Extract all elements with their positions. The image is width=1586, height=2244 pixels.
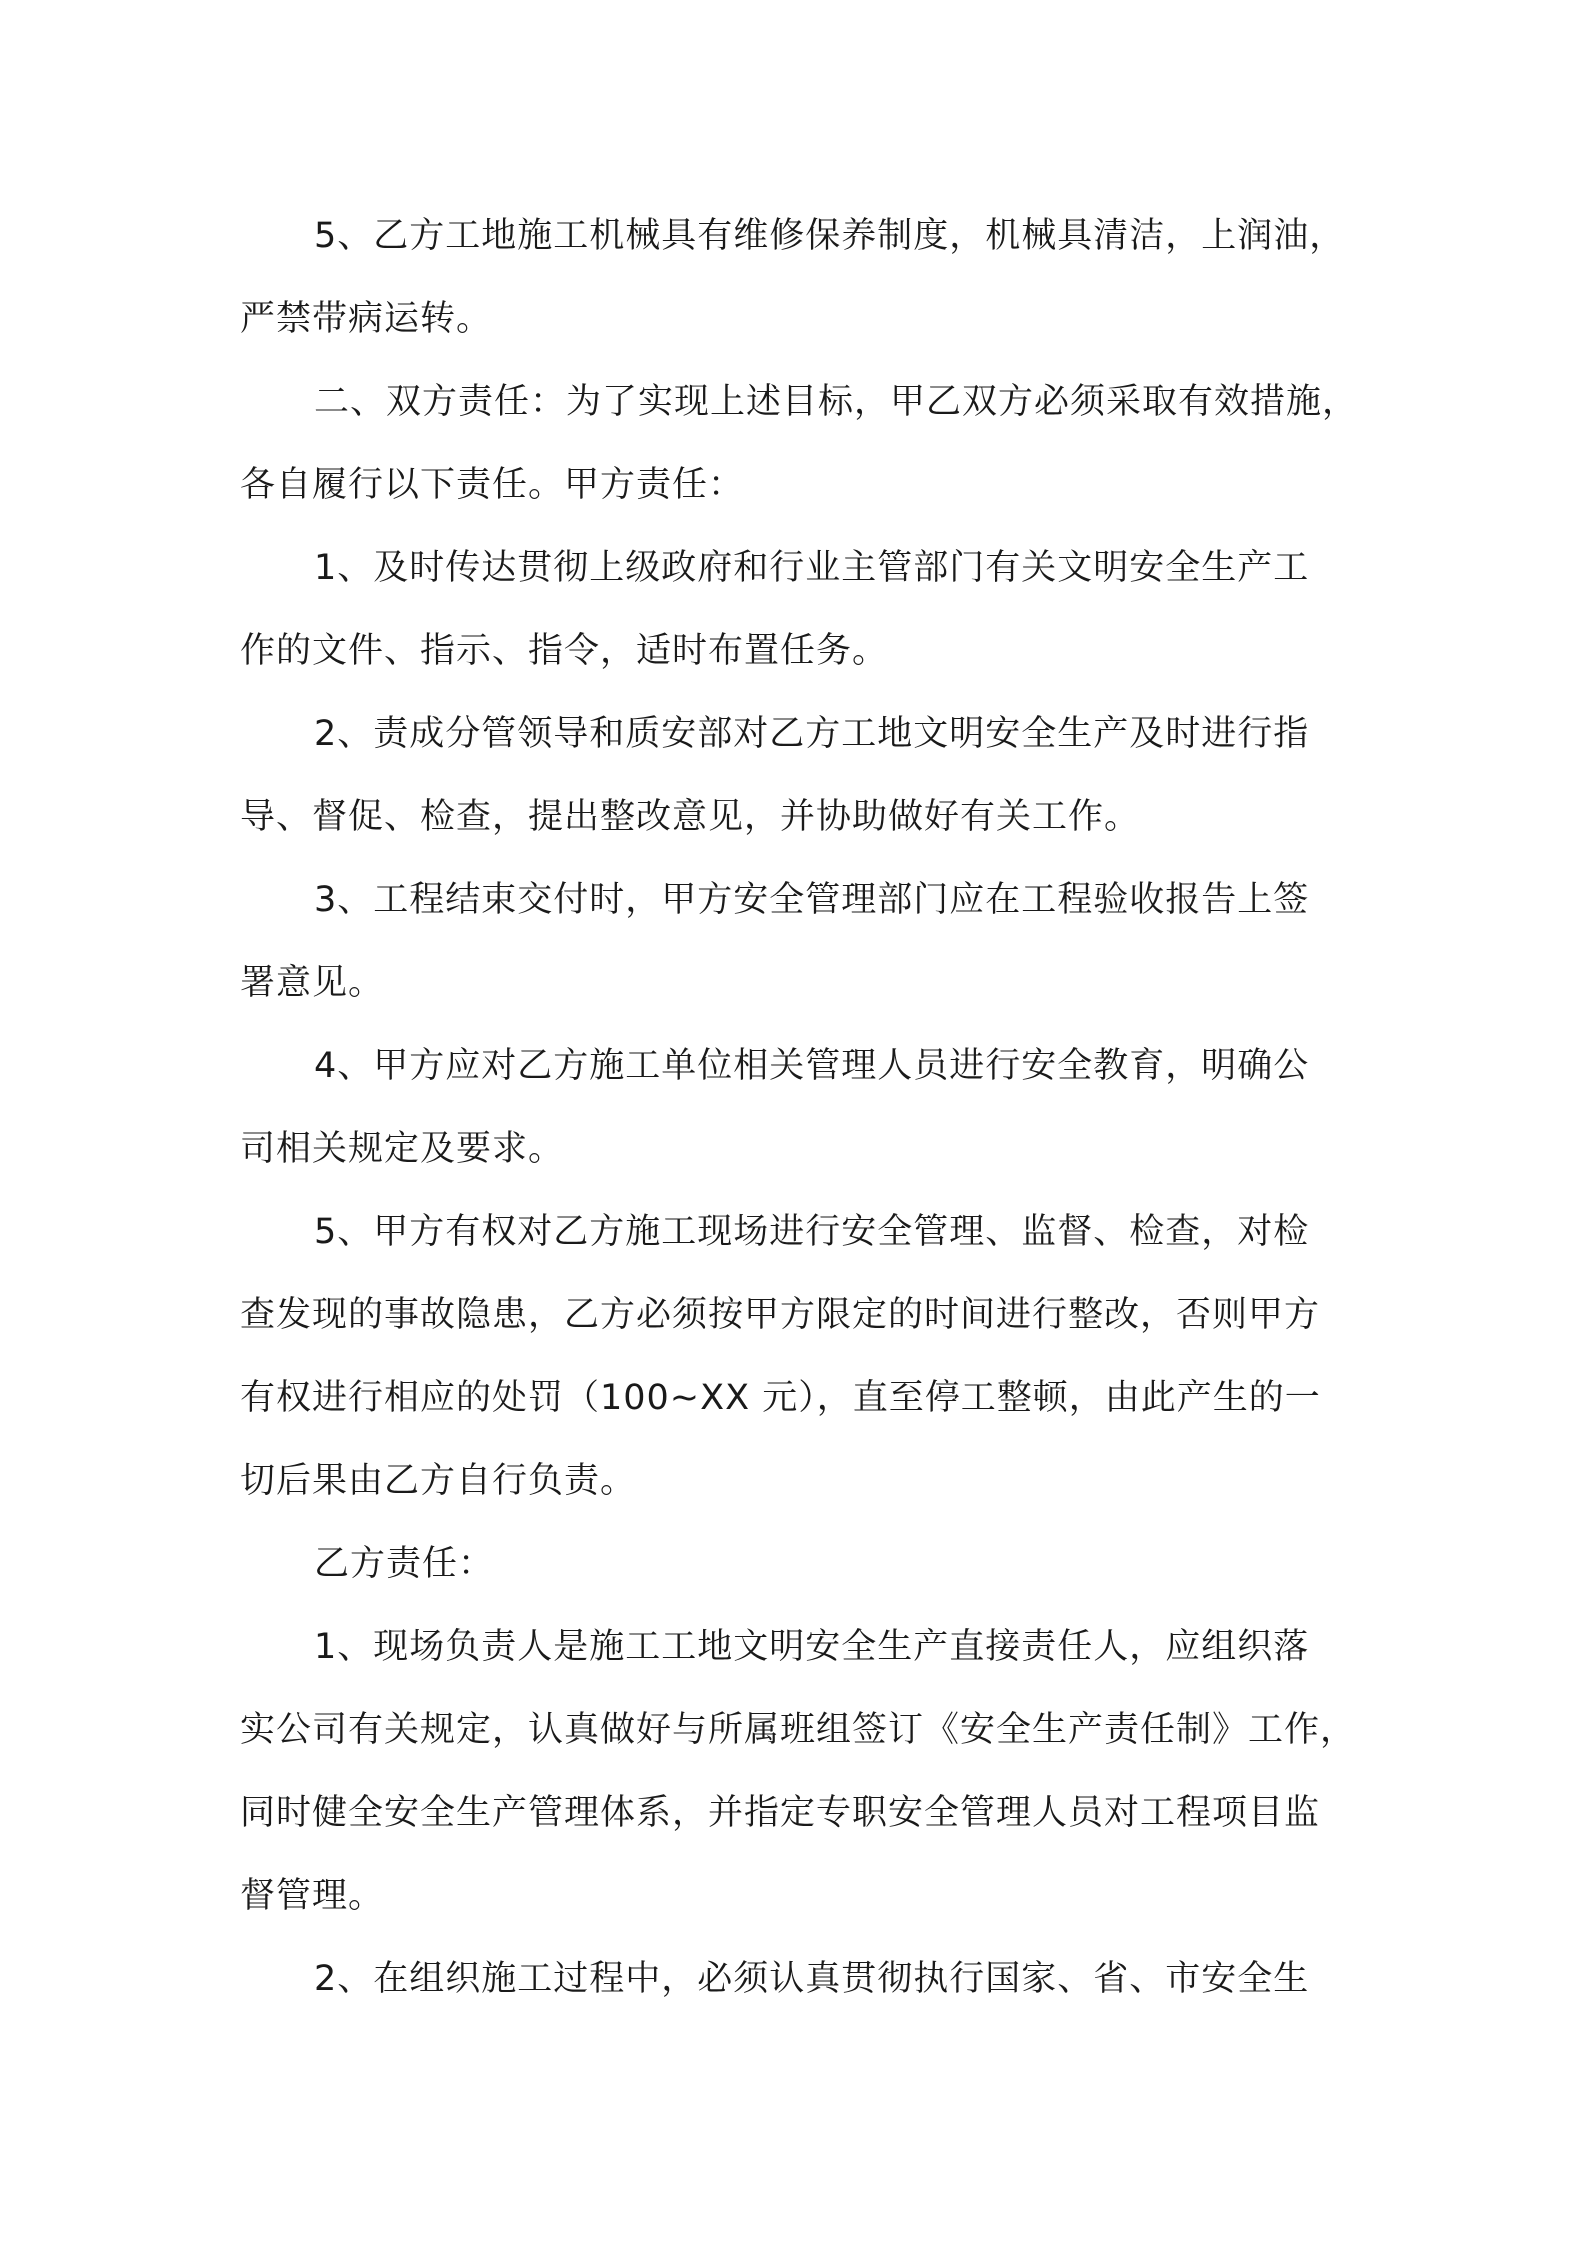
text-line: 各自履行以下责任。甲方责任：	[240, 465, 745, 505]
text-line: 二、双方责任：为了实现上述目标，甲乙双方必须采取有效措施，	[314, 382, 1359, 422]
paragraph-party-b-item-1	[240, 1606, 1360, 1938]
text-line: 1、及时传达贯彻上级政府和行业主管部门有关文明安全生产工	[314, 548, 1310, 588]
paragraph-party-b-heading	[240, 1523, 1360, 1606]
text-line: 2、责成分管领导和质安部对乙方工地文明安全生产及时进行指	[314, 714, 1310, 754]
paragraph-party-a-item-2	[240, 693, 1360, 859]
paragraph-party-a-item-3	[240, 859, 1360, 1025]
section-heading: 乙方责任：	[314, 1544, 495, 1584]
paragraph-party-b-item-2	[240, 1938, 1360, 2021]
text-line: 5、甲方有权对乙方施工现场进行安全管理、监督、检查，对检	[314, 1212, 1310, 1252]
document-body	[240, 195, 1360, 2021]
text-line: 3、工程结束交付时，甲方安全管理部门应在工程验收报告上签	[314, 880, 1310, 920]
text-line: 切后果由乙方自行负责。	[240, 1461, 637, 1501]
text-line: 查发现的事故隐患，乙方必须按甲方限定的时间进行整改，否则甲方	[240, 1295, 1321, 1335]
text-line: 署意见。	[240, 963, 385, 1003]
text-line: 督管理。	[240, 1876, 385, 1916]
text-line: 严禁带病运转。	[240, 299, 493, 339]
paragraph-party-a-item-1	[240, 527, 1360, 693]
paragraph-mutual-responsibilities	[240, 361, 1360, 527]
text-line: 同时健全安全生产管理体系，并指定专职安全管理人员对工程项目监	[240, 1793, 1321, 1833]
text-line: 司相关规定及要求。	[240, 1129, 565, 1169]
text-line: 有权进行相应的处罚（100~XX 元），直至停工整顿，由此产生的一	[240, 1378, 1321, 1418]
text-line: 2、在组织施工过程中，必须认真贯彻执行国家、省、市安全生	[314, 1959, 1310, 1999]
text-line: 导、督促、检查，提出整改意见，并协助做好有关工作。	[240, 797, 1141, 837]
text-line: 4、甲方应对乙方施工单位相关管理人员进行安全教育，明确公	[314, 1046, 1310, 1086]
text-line: 作的文件、指示、指令，适时布置任务。	[240, 631, 889, 671]
text-line: 1、现场负责人是施工工地文明安全生产直接责任人，应组织落	[314, 1627, 1310, 1667]
paragraph-machinery-maintenance	[240, 195, 1360, 361]
text-line: 实公司有关规定，认真做好与所属班组签订《安全生产责任制》工作，	[240, 1710, 1357, 1750]
paragraph-party-a-item-4	[240, 1025, 1360, 1191]
text-line: 5、乙方工地施工机械具有维修保养制度，机械具清洁，上润油，	[314, 216, 1346, 256]
paragraph-party-a-item-5	[240, 1191, 1360, 1523]
